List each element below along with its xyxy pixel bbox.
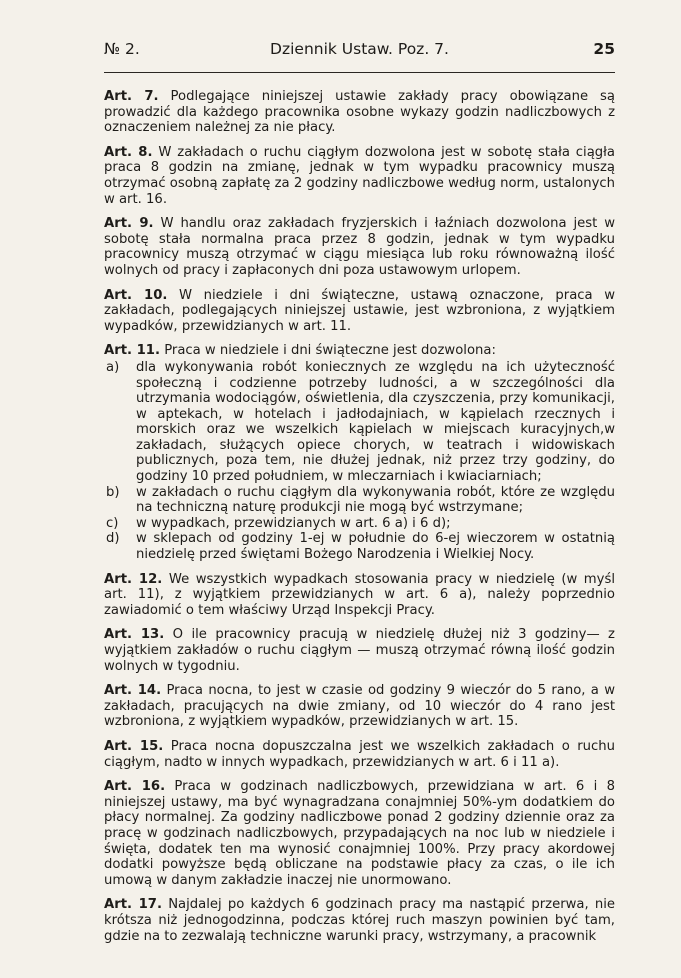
- list-item-label: b): [106, 484, 120, 500]
- header-rule: [104, 72, 615, 73]
- list-item-label: c): [106, 515, 119, 531]
- list-item: [104, 516, 615, 532]
- article-text: We wszystkich wypadkach stosowania pracy w niedzielę (w myśl art. 11), z wyjątkiem przewidzianych w art. 6 a), należy poprzednio zawiadomić o tem właściwy Urząd Inspekcji Pracy.: [104, 571, 615, 618]
- article-text: O ile pracownicy pracują w niedzielę dłużej niż 3 godziny— z wyjątkiem zakładów o ruchu ciągłym — muszą otrzymać równą ilość godzin wolnych w tygodniu.: [104, 627, 615, 674]
- article-15: [104, 739, 615, 770]
- article-text: W zakładach o ruchu ciągłym dozwolona jest w sobotę stała ciągła praca 8 godzin na zmianę, jednak w tym wypadku pracownicy muszą otrzymać osobną zapłatę za 2 godziny nadliczbowe według norm, ustalonych w art. 16.: [104, 144, 615, 207]
- list-item: [104, 360, 615, 485]
- issue-number: № 2.: [104, 40, 140, 58]
- article-14: [104, 683, 615, 730]
- article-10: [104, 288, 615, 335]
- article-label: Art. 15.: [104, 738, 164, 754]
- article-text: W niedziele i dni świąteczne, ustawą oznaczone, praca w zakładach, podlegających niniejszej ustawie, jest wzbroniona, z wyjątkiem wypadków, przewidzianych w art. 11.: [104, 287, 615, 334]
- page-header: [104, 40, 615, 66]
- article-9: [104, 216, 615, 278]
- list-item-text: w zakładach o ruchu ciągłym dla wykonywania robót, które ze względu na techniczną naturę produkcji nie mogą być wstrzymane;: [136, 484, 615, 516]
- article-7: [104, 89, 615, 136]
- list-item-label: d): [106, 531, 120, 547]
- article-label: Art. 17.: [104, 897, 162, 913]
- article-text: Praca w niedziele i dni świąteczne jest dozwolona:: [164, 343, 496, 359]
- article-11: [104, 343, 615, 359]
- article-label: Art. 13.: [104, 627, 165, 643]
- page-number: 25: [593, 40, 615, 58]
- article-label: Art. 7.: [104, 89, 159, 104]
- list-item-text: w sklepach od godziny 1-ej w południe do 6-ej wieczorem w ostatnią niedzielę przed świętami Bożego Narodzenia i Wielkiej Nocy.: [136, 531, 615, 563]
- article-text: Praca nocna dopuszczalna jest we wszelkich zakładach o ruchu ciągłym, nadto w innych wypadkach, przewidzianych w art. 6 i 11 a).: [104, 738, 615, 770]
- article-label: Art. 11.: [104, 343, 160, 359]
- article-text: Najdalej po każdych 6 godzinach pracy ma nastąpić przerwa, nie krótsza niż jednogodzinna, podczas której ruch maszyn powinien być tam, gdzie na to zezwalają techniczne warunki pracy, wstrzymany, a pracownik: [104, 897, 615, 944]
- article-16: [104, 779, 615, 888]
- article-text: Praca w godzinach nadliczbowych, przewidziana w art. 6 i 8 niniejszej ustawy, ma być wynagradzana conajmniej 50%-ym dodatkiem do płacy normalnej. Za godziny nadliczbowe ponad 2 godziny dziennie oraz za pracę w godzinach nadliczbowych, przypadających na noc lub w niedziele i święta, dodatek ten ma wynosić conajmniej 100%. Przy pracy akordowej dodatki powyższe będą obliczane na podstawie płacy za czas, o ile ich umową w danym zakładzie inaczej nie unormowano.: [104, 779, 615, 888]
- article-13: [104, 627, 615, 674]
- article-text: Praca nocna, to jest w czasie od godziny 9 wieczór do 5 rano, a w zakładach, pracujących na dwie zmiany, od 10 wieczór do 4 rano jest wzbroniona, z wyjątkiem wypadków, przewidzianych w art. 15.: [104, 683, 615, 730]
- article-8: [104, 145, 615, 207]
- article-11-list: [104, 360, 615, 563]
- article-label: Art. 10.: [104, 287, 168, 303]
- list-item-text: dla wykonywania robót koniecznych ze względu na ich użyteczność społeczną i codzienne potrzeby ludności, a w szczególności dla utrzymania wodociągów, oświetlenia, dla czyszczenia, przy komunikacji, w aptekach, w hotelach i jadłodajniach, w kąpielach rzecznych i morskich oraz we wszelkich kąpielach w miejscach kuracyjnych,w zakładach, służących opiece chorych, w teatrach i widowiskach publicznych, poza tem, nie dłużej jednak, niż przez trzy godziny, do godziny 10 przed południem, w mleczarniach i kwiaciarniach;: [136, 359, 615, 485]
- journal-title: Dziennik Ustaw. Poz. 7.: [270, 40, 449, 58]
- list-item: [104, 485, 615, 516]
- article-12: [104, 572, 615, 619]
- article-text: W handlu oraz zakładach fryzjerskich i łaźniach dozwolona jest w sobotę stała normalna praca przez 8 godzin, jednak w tym wypadku pracownicy muszą otrzymać w ciągu miesiąca lub roku równoważną ilość wolnych od pracy i zapłaconych dni poza ustawowym urlopem.: [104, 216, 615, 278]
- article-label: Art. 9.: [104, 216, 154, 232]
- article-label: Art. 16.: [104, 779, 166, 795]
- list-item-text: w wypadkach, przewidzianych w art. 6 a) i 6 d);: [136, 515, 451, 531]
- article-text: Podlegające niniejszej ustawie zakłady pracy obowiązane są prowadzić dla każdego pracownika osobne wykazy godzin nadliczbowych z oznaczeniem należnej za nie płacy.: [104, 89, 615, 136]
- article-label: Art. 8.: [104, 144, 153, 160]
- list-item: [104, 531, 615, 562]
- list-item-label: a): [106, 359, 120, 375]
- article-17: [104, 897, 615, 944]
- article-label: Art. 12.: [104, 571, 163, 587]
- article-label: Art. 14.: [104, 683, 162, 699]
